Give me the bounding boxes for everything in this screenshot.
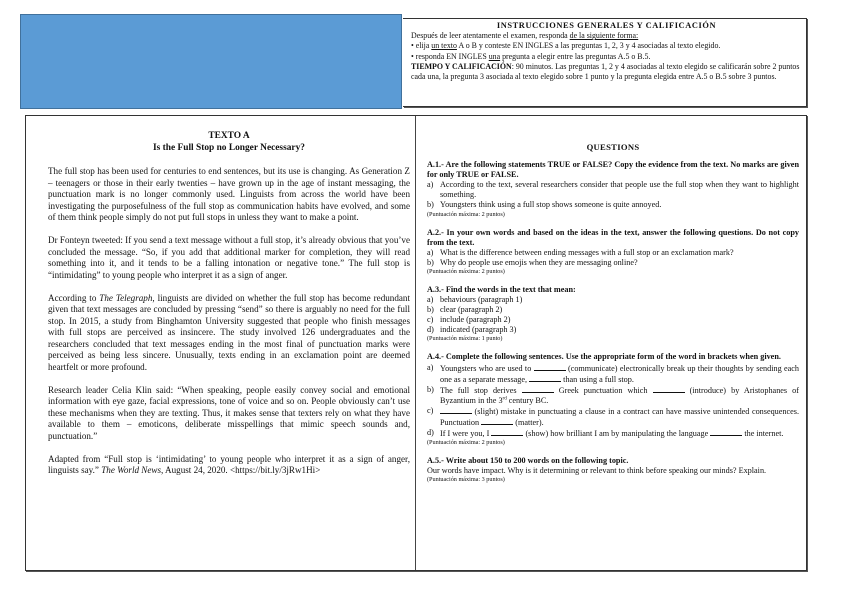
question-item: [427, 200, 799, 210]
text-a-label: TEXTO A: [208, 131, 250, 141]
question-a1: [427, 160, 799, 218]
question-item: [427, 248, 799, 258]
bullet-text: • elija: [411, 41, 432, 51]
answer-blank[interactable]: [481, 417, 513, 425]
score-note: (Puntuación máxima: 2 puntos): [427, 210, 505, 218]
question-item: [427, 258, 799, 268]
instructions-bullet-1: [411, 41, 802, 51]
item-label: a): [427, 180, 434, 190]
paragraph-2: Dr Fonteyn tweeted: If you send a text message without a full stop, it’s already obvious that you’ve concluded the message. “So, if you add that additional marker for completion, they will read something into it, and it tends to be a falling intonation or negative tone.” The full stop is “intimidating” to young people who interpret it as a sign of anger.: [48, 235, 410, 280]
questions-column: [427, 142, 799, 493]
item-text: (slight) mistake in punctuating a clause in a contract can have massive unintended consequences. Punctuation: [440, 406, 799, 427]
question-item: [427, 363, 799, 385]
source-citation: [48, 454, 410, 477]
bullet-underlined: una: [488, 51, 501, 61]
question-item: [427, 295, 799, 305]
question-a4: [427, 352, 799, 447]
item-text: clear (paragraph 2): [440, 305, 503, 315]
item-label: d): [427, 428, 434, 438]
question-heading: A.4.- Complete the following sentences. Use the appropriate form of the word in brackets when given.: [427, 352, 781, 362]
question-item: [427, 325, 799, 335]
answer-blank[interactable]: [522, 385, 554, 393]
intro-underlined: de la siguiente forma:: [569, 31, 639, 41]
question-item: [427, 406, 799, 428]
publication-name: The World News: [101, 465, 162, 475]
item-label: c): [427, 405, 434, 415]
question-a3: [427, 285, 799, 343]
item-text: (introduce) by Aristophanes of Byzantium in the 3: [440, 385, 799, 405]
ordinal-suffix: rd: [502, 396, 507, 402]
item-label: a): [427, 295, 434, 305]
item-text: (communicate) electronically break up their thoughts by sending each one as a separate message,: [440, 363, 800, 384]
item-text: What is the difference between ending messages with a full stop or an exclamation mark?: [440, 247, 734, 257]
score-note: (Puntuación máxima: 3 puntos): [427, 476, 505, 484]
item-text: Greek punctuation which: [553, 385, 653, 395]
paragraph-3: [48, 293, 410, 374]
text-a-title: Is the Full Stop no Longer Necessary?: [153, 142, 305, 153]
question-a2: [427, 228, 799, 276]
item-text: According to the text, several researchers consider that people use the full stop when they want to highlight something.: [440, 180, 799, 200]
item-text: century BC.: [506, 395, 549, 405]
item-text: include (paragraph 2): [440, 315, 511, 325]
item-text: indicated (paragraph 3): [440, 325, 517, 335]
item-label: d): [427, 325, 434, 335]
question-heading: A.2.- In your own words and based on the ideas in the text, answer the following questions. Do not copy from the text.: [427, 227, 799, 247]
item-label: a): [427, 247, 434, 257]
item-text: The full stop derives: [440, 385, 522, 395]
item-text: Youngsters think using a full stop shows someone is quite annoyed.: [440, 200, 662, 210]
question-item: [427, 180, 799, 200]
item-text: than using a full stop.: [561, 374, 634, 384]
intro-text: Después de leer atentamente el examen, responda: [411, 31, 570, 41]
question-item: [427, 315, 799, 325]
item-text: (show) how brilliant I am by manipulating the language: [523, 429, 711, 439]
time-label: TIEMPO Y CALIFICACIÓN: [411, 61, 512, 71]
instructions-time: [411, 62, 802, 82]
item-text: If I were you, I: [440, 429, 492, 439]
citation-text: Adapted from “Full stop is ‘intimidating’ to young people who interpret it as a sign of anger, linguists say.”: [48, 453, 410, 475]
answer-blank[interactable]: [653, 385, 685, 393]
citation-text: , August 24, 2020. <https://bit.ly/3jRw1Hi>: [161, 465, 321, 475]
item-text: the internet.: [742, 429, 784, 439]
answer-blank[interactable]: [534, 363, 566, 371]
instructions-box: [403, 18, 807, 107]
item-text: Youngsters who are used to: [440, 363, 534, 373]
item-text: Why do people use emojis when they are messaging online?: [440, 257, 638, 267]
paragraph-4: Research leader Celia Klin said: “When speaking, people easily convey social and emotional information with eye gaze, facial expressions, tone of voice and so on. People obviously can’t use these mechanisms when they are texting. Thus, it makes sense that texters rely on what they have available to them – emoticons, deliberate misspellings that mimic speech sounds and, punctuation.”: [48, 384, 410, 441]
answer-blank[interactable]: [710, 428, 742, 436]
item-label: a): [427, 362, 434, 372]
answer-blank[interactable]: [529, 374, 561, 382]
bullet-underlined: un texto: [431, 41, 457, 51]
bullet-text: A o B y conteste EN INGLES a las preguntas 1, 2, 3 y 4 asociadas al texto elegido.: [456, 41, 721, 51]
header-logo-placeholder: [20, 14, 402, 109]
score-note: (Puntuación máxima: 1 punto): [427, 335, 503, 343]
text-a-heading: [48, 131, 410, 154]
item-label: b): [427, 305, 434, 315]
question-heading: A.5.- Write about 150 to 200 words on the following topic.: [427, 456, 629, 466]
para-text: According to: [48, 292, 100, 303]
answer-blank[interactable]: [491, 428, 523, 436]
question-a5: [427, 456, 799, 484]
time-text: : 90 minutos. Las preguntas 1, 2 y 4 asociadas al texto elegido se calificarán sobre 2 puntos cada una, la pregunta 3 asociada al texto elegido sobre 1 punto y la pregunta elegida entre A.5 o B.5 sobre 3 puntos.: [411, 61, 800, 82]
instructions-bullet-2: [411, 52, 802, 62]
bullet-text: pregunta a elegir entre las preguntas A.5 o B.5.: [500, 51, 651, 61]
text-a-column: [48, 131, 410, 488]
item-label: b): [427, 384, 434, 394]
exam-body: [25, 115, 807, 571]
paragraph-1: The full stop has been used for centuries to end sentences, but its use is changing. As Generation Z – teenagers or those in their early twenties – have grown up in the age of instant messaging, the punctuation mark is no longer commonly used. Linguists from across the world have been investigating the purposefulness of the full stop as communication habits have evolved, and some of them think people simply do not put full stops in unless they want to make a point.: [48, 166, 410, 222]
item-label: b): [427, 200, 434, 210]
item-text: (matter).: [513, 417, 544, 427]
instructions-title: INSTRUCCIONES GENERALES Y CALIFICACIÓN: [496, 21, 717, 30]
question-prompt: Our words have impact. Why is it determining or relevant to think before speaking our minds? Explain.: [427, 466, 767, 476]
column-divider: [415, 116, 416, 570]
item-label: c): [427, 315, 434, 325]
para-text: , linguists are divided on whether the full stop has become redundant given that text messages are concluded by pressing “send” so there is arguably no need for the full stop. In 2015, a study from Binghamton University suggested that people who finish messages with full stops are perceived as insincere. The study involved 126 undergraduates and the researchers concluded that text messages ending in the most final of punctuation marks were perceived as being less sincere. Unusually, texts ending in an exclamation point are deemed heartfelt or more profound.: [48, 292, 410, 372]
question-heading: A.3.- Find the words in the text that mean:: [427, 284, 576, 294]
item-label: b): [427, 257, 434, 267]
bullet-text: • responda EN INGLES: [411, 51, 489, 61]
answer-blank[interactable]: [440, 406, 472, 414]
score-note: (Puntuación máxima: 2 puntos): [427, 439, 505, 447]
question-item: [427, 428, 799, 439]
instructions-intro: [411, 31, 802, 41]
question-heading: A.1.- Are the following statements TRUE or FALSE? Copy the evidence from the text. No marks are given for only TRUE or FALSE.: [427, 160, 799, 180]
item-text: behaviours (paragraph 1): [440, 295, 523, 305]
question-item: [427, 305, 799, 315]
publication-name: The Telegraph: [99, 292, 153, 303]
questions-title: QUESTIONS: [586, 142, 640, 152]
question-item: [427, 385, 799, 406]
score-note: (Puntuación máxima: 2 puntos): [427, 267, 505, 275]
